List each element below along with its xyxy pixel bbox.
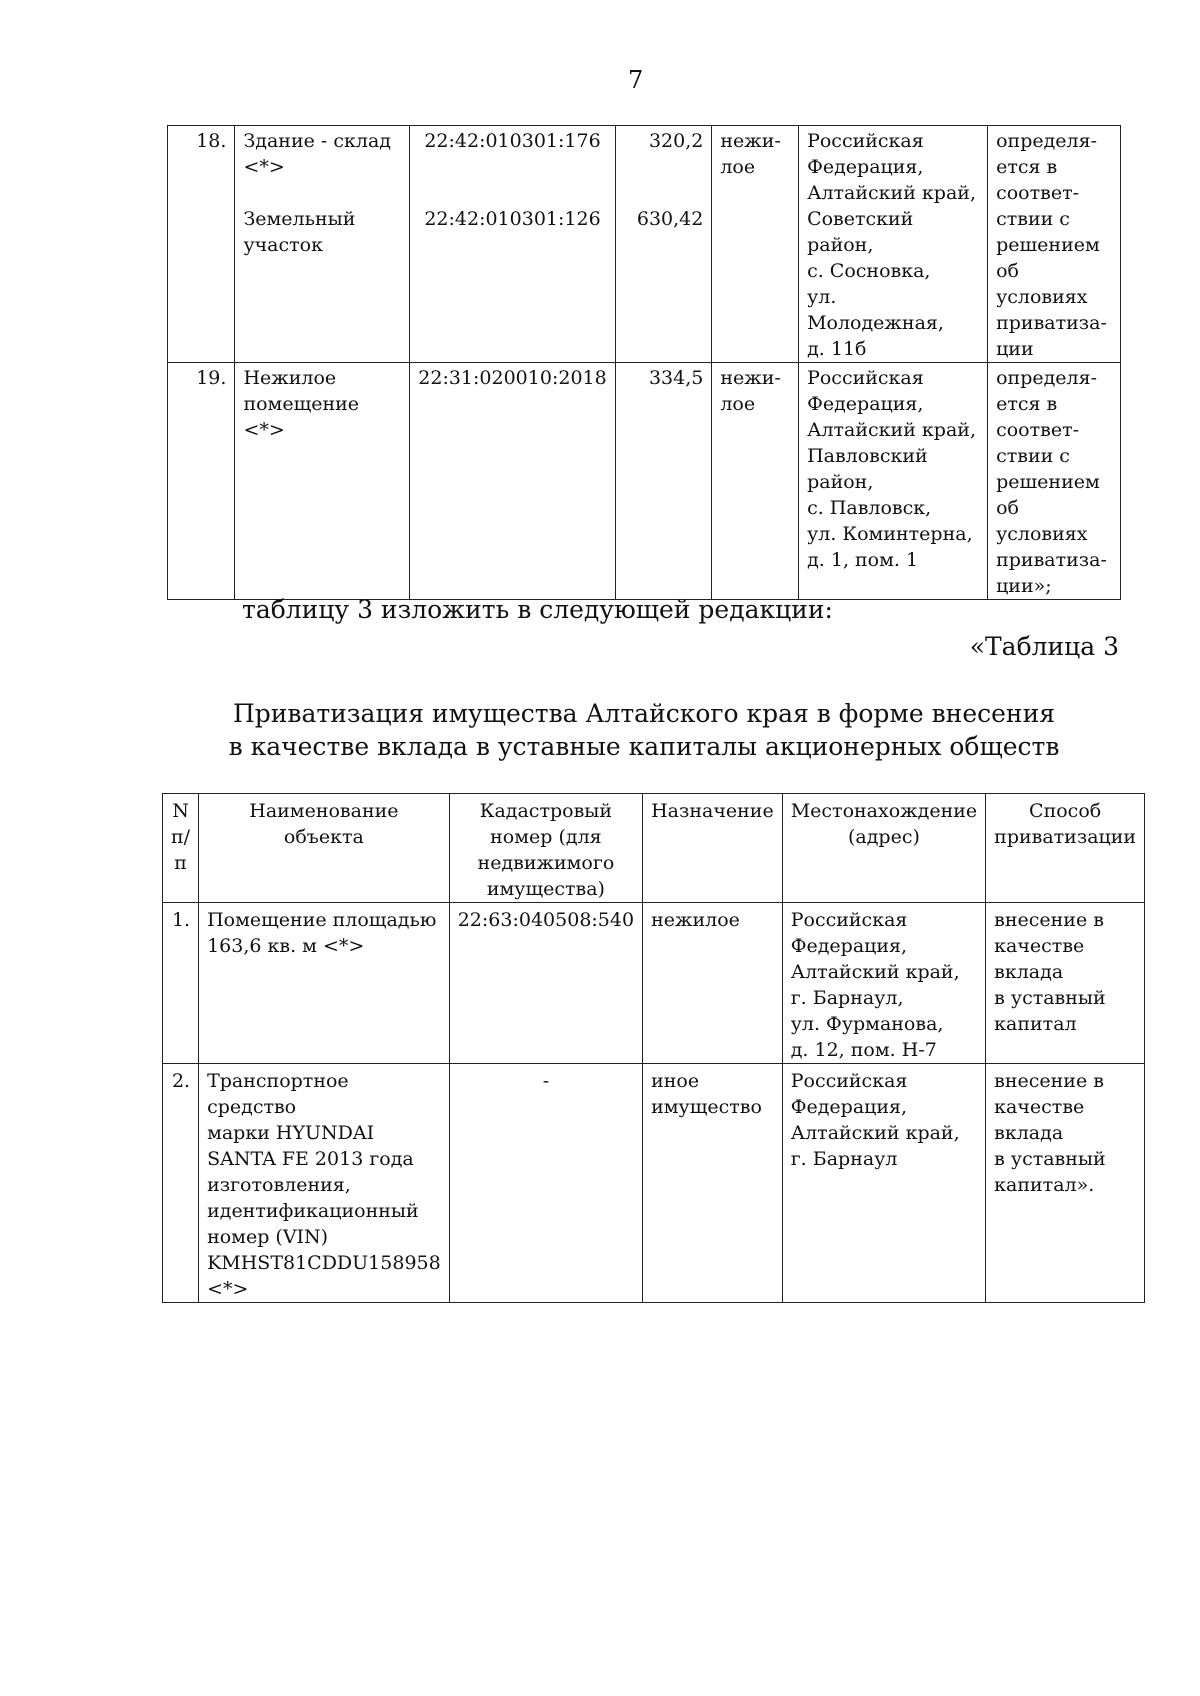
continuation-text: таблицу 3 изложить в следующей редакции: [242, 595, 833, 624]
previous-table [167, 125, 1121, 600]
cadastral-number: - [449, 1064, 642, 1303]
object-purpose: нежи- лое [712, 363, 799, 600]
object-name: Здание - склад <*> Земельный участок [235, 126, 410, 363]
object-name: Помещение площадью 163,6 кв. м <*> [199, 903, 450, 1064]
table-row [168, 126, 1121, 363]
object-address: Российская Федерация, Алтайский край, Павловский район, с. Павловск, ул. Коминтерна, д. 1, пом. 1 [799, 363, 988, 600]
area-value: 320,2 630,42 [615, 126, 712, 363]
cadastral-number: 22:31:020010:2018 [410, 363, 615, 600]
privatization-method: внесение в качестве вклада в уставный капитал [986, 903, 1145, 1064]
cadastral-number: 22:42:010301:176 22:42:010301:126 [410, 126, 615, 363]
row-number: 2. [163, 1064, 199, 1303]
table-title: Приватизация имущества Алтайского края в форме внесения в качестве вклада в уставные капиталы акционерных обществ [228, 699, 1060, 761]
table-row [168, 363, 1121, 600]
area-value: 334,5 [615, 363, 712, 600]
header-method: Способ приватизации [986, 794, 1145, 903]
cadastral-number: 22:63:040508:540 [449, 903, 642, 1064]
privatization-method: определя- ется в соответ- ствии с решением об условиях приватиза- ции [988, 126, 1121, 363]
object-purpose: иное имущество [643, 1064, 783, 1303]
row-number: 19. [168, 363, 235, 600]
header-purpose: Назначение [643, 794, 783, 903]
header-cadastral: Кадастровый номер (для недвижимого имущества) [449, 794, 642, 903]
object-address: Российская Федерация, Алтайский край, Советский район, с. Сосновка, ул. Молодежная, д. 11б [799, 126, 988, 363]
page-number: 7 [628, 66, 644, 94]
table-header-row [163, 794, 1145, 903]
row-number: 1. [163, 903, 199, 1064]
object-address: Российская Федерация, Алтайский край, г. Барнаул, ул. Фурманова, д. 12, пом. Н-7 [782, 903, 985, 1064]
table-label: «Таблица 3 [969, 632, 1119, 661]
row-number: 18. [168, 126, 235, 363]
privatization-method: определя- ется в соответ- ствии с решением об условиях приватиза- ции»; [988, 363, 1121, 600]
table-row [163, 903, 1145, 1064]
header-num: N п/п [163, 794, 199, 903]
privatization-table [162, 793, 1145, 1303]
privatization-method: внесение в качестве вклада в уставный капитал». [986, 1064, 1145, 1303]
object-name: Нежилое помещение <*> [235, 363, 410, 600]
header-name: Наименование объекта [199, 794, 450, 903]
object-purpose: нежилое [643, 903, 783, 1064]
header-address: Местонахождение (адрес) [782, 794, 985, 903]
object-address: Российская Федерация, Алтайский край, г. Барнаул [782, 1064, 985, 1303]
object-purpose: нежи- лое [712, 126, 799, 363]
table-row [163, 1064, 1145, 1303]
object-name: Транспортное средство марки HYUNDAI SANTA FE 2013 года изготовления, идентификационный номер (VIN) KMHST81CDDU158958 <*> [199, 1064, 450, 1303]
